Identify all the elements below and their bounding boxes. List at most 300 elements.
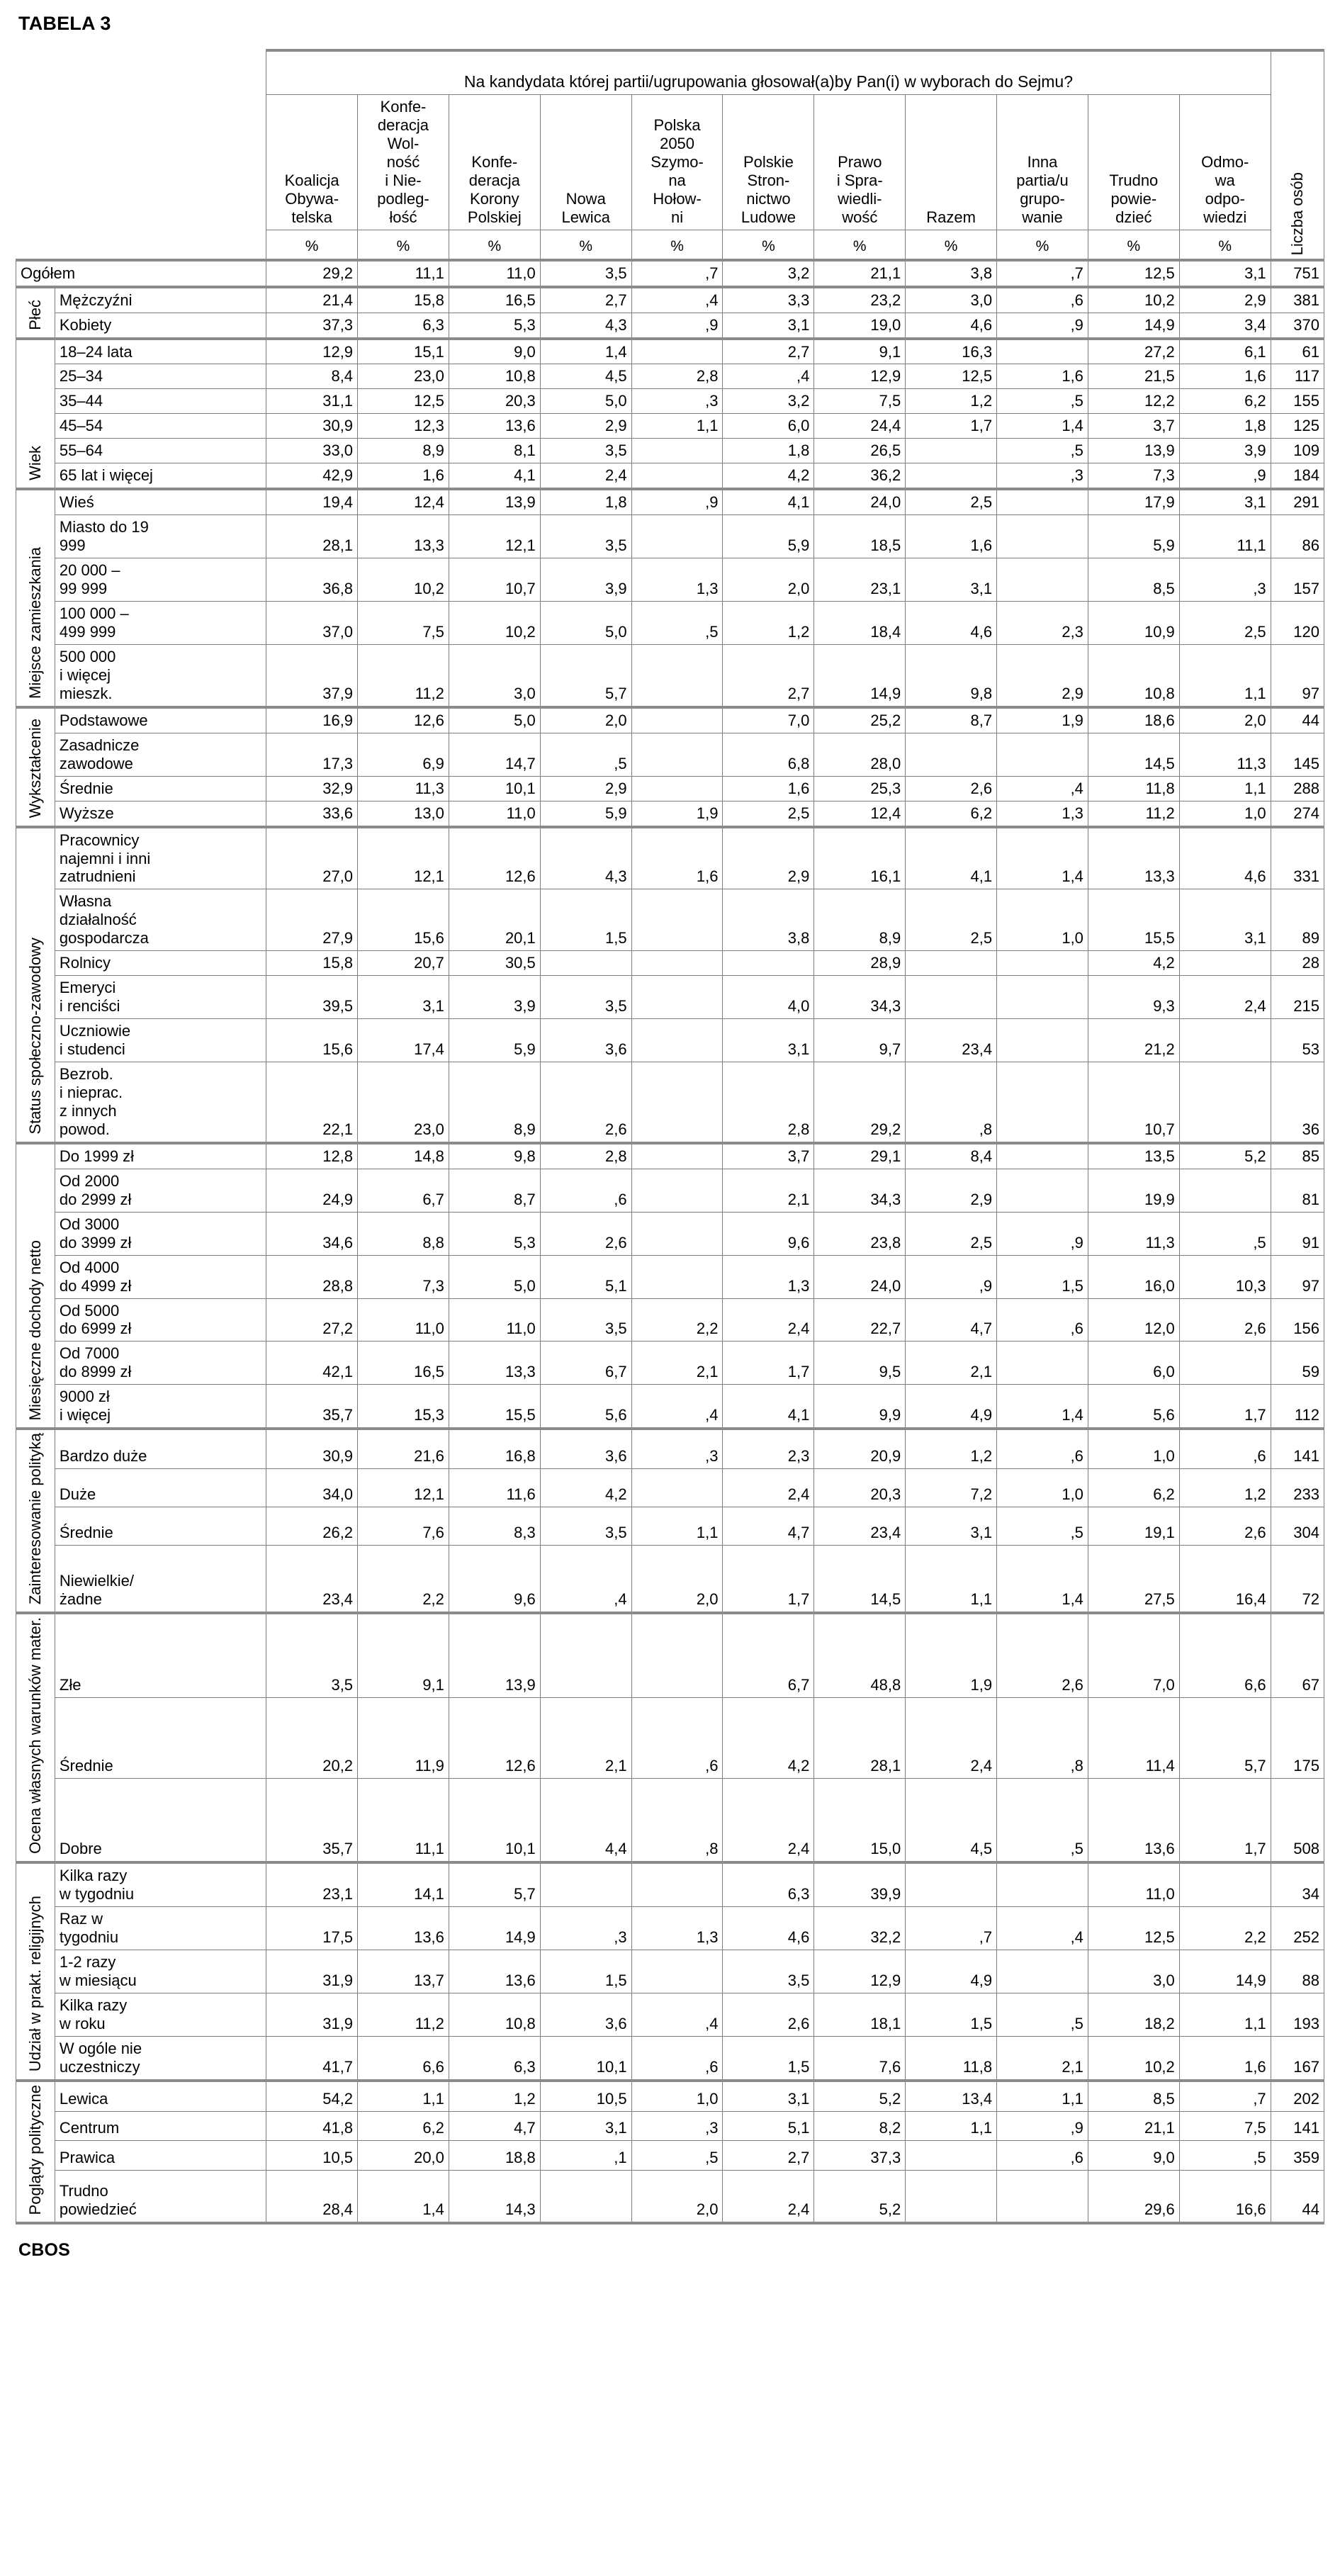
cell-value: 3,1 (906, 1507, 997, 1545)
total-value-8: 3,8 (906, 260, 997, 287)
cell-value: ,7 (1179, 2081, 1271, 2112)
cell-value: 2,6 (997, 1613, 1088, 1697)
cell-value: 1,1 (906, 2111, 997, 2141)
cell-value: 9,0 (449, 339, 540, 364)
cell-value: 12,1 (358, 827, 449, 889)
cell-value: 31,9 (266, 1950, 358, 1993)
row-count: 215 (1271, 976, 1324, 1019)
cell-value: 10,5 (540, 2081, 631, 2112)
row-count: 175 (1271, 1697, 1324, 1778)
row-label (55, 1298, 266, 1342)
row-label-line: Mężczyźni (59, 291, 133, 309)
cell-value: 12,5 (358, 389, 449, 414)
cell-value: 3,1 (723, 1019, 814, 1062)
total-value-6: 3,2 (723, 260, 814, 287)
cell-value (540, 1862, 631, 1906)
bottom-rule-cell (16, 2223, 1324, 2225)
row-count: 91 (1271, 1212, 1324, 1255)
cell-value: 14,9 (449, 1907, 540, 1950)
percent-symbol: % (997, 230, 1088, 260)
cell-value: 2,1 (540, 1697, 631, 1778)
cell-value: 28,9 (814, 951, 906, 976)
cell-value: 34,3 (814, 1169, 906, 1212)
table-bottom-rule (16, 2223, 1324, 2225)
column-header-line: Polskie (743, 152, 794, 171)
row-label-line: 9000 zł (59, 1388, 110, 1406)
cell-value: 13,3 (358, 515, 449, 558)
column-header-line: Szymo- (651, 152, 704, 171)
row-count: 359 (1271, 2141, 1324, 2171)
cell-value (1179, 1062, 1271, 1143)
cell-value: 7,6 (814, 2036, 906, 2080)
row-label-line: 1-2 razy (59, 1952, 116, 1971)
row-label (55, 515, 266, 558)
row-label-line: Zasadnicze (59, 736, 140, 754)
cell-value: 35,7 (266, 1385, 358, 1429)
cell-value: 2,1 (723, 1169, 814, 1212)
cell-value: 15,5 (1088, 889, 1179, 951)
cell-value: 15,3 (358, 1385, 449, 1429)
cell-value: 3,1 (358, 976, 449, 1019)
cell-value: 13,6 (358, 1907, 449, 1950)
cell-value: 3,1 (723, 2081, 814, 2112)
cell-value: 3,5 (540, 439, 631, 463)
cell-value: 14,9 (1088, 313, 1179, 338)
table-row (16, 1507, 1324, 1545)
cell-value (906, 2171, 997, 2224)
column-header-line: Hołow- (653, 189, 702, 208)
group-label-text: Status społeczno-zawodowy (26, 938, 44, 1135)
cell-value: 6,6 (358, 2036, 449, 2080)
row-label-line: Kobiety (59, 315, 112, 334)
total-value-10: 12,5 (1088, 260, 1179, 287)
cell-value: ,6 (631, 2036, 723, 2080)
cell-value: 14,5 (814, 1545, 906, 1613)
total-value-4: 3,5 (540, 260, 631, 287)
cell-value: 10,1 (449, 1778, 540, 1862)
cell-value: 1,7 (723, 1545, 814, 1613)
group-label-2 (16, 339, 55, 490)
cell-value: 34,6 (266, 1212, 358, 1255)
row-label-line: Podstawowe (59, 711, 148, 729)
cell-value: 11,3 (358, 776, 449, 801)
cell-value: 5,9 (1088, 515, 1179, 558)
cell-value: 14,9 (1179, 1950, 1271, 1993)
cell-value: 4,6 (723, 1907, 814, 1950)
percent-symbol: % (266, 230, 358, 260)
row-label-line: 20 000 – (59, 561, 120, 580)
row-label (55, 364, 266, 389)
cell-value: 5,9 (449, 1019, 540, 1062)
row-label-line: Lewica (59, 2089, 108, 2108)
cell-value: 3,1 (906, 558, 997, 602)
row-label (55, 339, 266, 364)
cell-value: 16,1 (814, 827, 906, 889)
cell-value: 2,0 (540, 707, 631, 733)
table-row (16, 1429, 1324, 1468)
cell-value: 2,4 (1179, 976, 1271, 1019)
row-count: 53 (1271, 1019, 1324, 1062)
cell-value: ,9 (906, 1255, 997, 1298)
column-header-line: wiedzi (1203, 208, 1247, 226)
cell-value: 9,1 (358, 1613, 449, 1697)
cell-value: 4,5 (906, 1778, 997, 1862)
row-label-line: Miasto do 19 (59, 518, 149, 536)
cell-value: 37,9 (266, 644, 358, 707)
cell-value: 23,1 (814, 558, 906, 602)
cell-value: 20,2 (266, 1697, 358, 1778)
source-label: CBOS (18, 2240, 71, 2261)
cell-value: 11,0 (1088, 1862, 1179, 1906)
cell-value: 1,0 (631, 2081, 723, 2112)
row-label-line: Średnie (59, 1756, 113, 1774)
column-header-11 (1179, 95, 1271, 230)
row-label-line: mieszk. (59, 684, 113, 702)
cell-value: ,6 (631, 1697, 723, 1778)
table-row (16, 1143, 1324, 1169)
column-header-line: partia/u (1016, 171, 1069, 189)
table-row (16, 1907, 1324, 1950)
column-header-line: Razem (926, 208, 976, 226)
cell-value: 32,9 (266, 776, 358, 801)
table-row (16, 1019, 1324, 1062)
table-row (16, 414, 1324, 439)
cell-value: 2,1 (997, 2036, 1088, 2080)
cell-value: 8,9 (449, 1062, 540, 1143)
cell-value: 1,6 (997, 364, 1088, 389)
cell-value (631, 1169, 723, 1212)
row-label-line: Średnie (59, 1523, 113, 1541)
cell-value: ,6 (997, 2141, 1088, 2171)
cell-value: 28,1 (814, 1697, 906, 1778)
cell-value: 4,9 (906, 1950, 997, 1993)
cell-value: 4,7 (723, 1507, 814, 1545)
row-label-line: Od 7000 (59, 1344, 120, 1363)
row-label-line: 65 lat i więcej (59, 466, 153, 485)
cell-value: 2,4 (723, 1778, 814, 1862)
row-label (55, 602, 266, 645)
cell-value: 34,0 (266, 1468, 358, 1507)
row-label (55, 1507, 266, 1545)
table-row (16, 1255, 1324, 1298)
row-label-line: W ogóle nie (59, 2039, 142, 2057)
cell-value: 1,1 (906, 1545, 997, 1613)
cell-value: 19,0 (814, 313, 906, 338)
row-label (55, 1468, 266, 1507)
row-label-line: 100 000 – (59, 604, 129, 623)
cell-value: 10,9 (1088, 602, 1179, 645)
cell-value: ,5 (631, 602, 723, 645)
row-label (55, 1062, 266, 1143)
cell-value: 15,6 (266, 1019, 358, 1062)
cell-value: 18,5 (814, 515, 906, 558)
cell-value: 18,1 (814, 1993, 906, 2036)
cell-value: 10,2 (1088, 2036, 1179, 2080)
table-row (16, 2111, 1324, 2141)
cell-value: 3,4 (1179, 313, 1271, 338)
cell-value: 2,6 (1179, 1507, 1271, 1545)
survey-table (16, 49, 1324, 2225)
cell-value: 2,2 (631, 1298, 723, 1342)
row-label-line: 18–24 lata (59, 342, 133, 361)
cell-value: 9,3 (1088, 976, 1179, 1019)
cell-value: 15,8 (266, 951, 358, 976)
cell-value: 37,0 (266, 602, 358, 645)
row-label-line: w tygodniu (59, 1885, 135, 1903)
row-count: 156 (1271, 1298, 1324, 1342)
percent-symbol: % (540, 230, 631, 260)
table-row (16, 602, 1324, 645)
cell-value (631, 1255, 723, 1298)
cell-value: 12,9 (266, 339, 358, 364)
cell-value: 20,0 (358, 2141, 449, 2171)
cell-value: 1,9 (631, 801, 723, 826)
cell-value: 3,3 (723, 287, 814, 313)
row-label-line: Od 3000 (59, 1215, 120, 1233)
cell-value (631, 733, 723, 776)
cell-value: 2,9 (906, 1169, 997, 1212)
row-label (55, 801, 266, 826)
cell-value: 14,8 (358, 1143, 449, 1169)
cell-value: 8,5 (1088, 2081, 1179, 2112)
row-label-line: do 8999 zł (59, 1363, 132, 1381)
column-header-line: deracja (377, 116, 429, 134)
row-count: 508 (1271, 1778, 1324, 1862)
column-header-line: wanie (1022, 208, 1063, 226)
cell-value: 1,2 (1179, 1468, 1271, 1507)
cell-value: 3,9 (1179, 439, 1271, 463)
cell-value: 14,1 (358, 1862, 449, 1906)
row-count: 67 (1271, 1613, 1324, 1697)
cell-value: 1,2 (723, 602, 814, 645)
cell-value: 12,1 (358, 1468, 449, 1507)
row-count: 44 (1271, 707, 1324, 733)
cell-value (997, 1019, 1088, 1062)
percent-symbol: % (631, 230, 723, 260)
row-count: 85 (1271, 1143, 1324, 1169)
row-label-line: gospodarcza (59, 929, 149, 947)
cell-value: 12,6 (358, 707, 449, 733)
cell-value: 2,0 (1179, 707, 1271, 733)
cell-value: 5,0 (449, 707, 540, 733)
column-header-line: 2050 (660, 134, 695, 152)
cell-value (906, 733, 997, 776)
row-label (55, 1255, 266, 1298)
cell-value: ,6 (997, 1429, 1088, 1468)
row-count: 59 (1271, 1342, 1324, 1385)
row-count: 72 (1271, 1545, 1324, 1613)
group-label-text: Miejsce zamieszkania (26, 546, 44, 699)
row-label (55, 1342, 266, 1385)
cell-value: 42,9 (266, 463, 358, 489)
cell-value: 27,5 (1088, 1545, 1179, 1613)
cell-value: 30,9 (266, 414, 358, 439)
cell-value: 11,1 (358, 1778, 449, 1862)
cell-value: 2,6 (906, 776, 997, 801)
row-label (55, 463, 266, 489)
row-label (55, 1862, 266, 1906)
column-header-line: i Spra- (836, 171, 883, 189)
cell-value: 5,2 (1179, 1143, 1271, 1169)
total-count: 751 (1271, 260, 1324, 287)
row-label-line: w roku (59, 2014, 106, 2032)
cell-value (906, 463, 997, 489)
cell-value: 7,3 (1088, 463, 1179, 489)
row-label (55, 2081, 266, 2112)
cell-value (631, 463, 723, 489)
cell-value: 21,1 (1088, 2111, 1179, 2141)
cell-value: 2,9 (540, 414, 631, 439)
cell-value: 13,6 (1088, 1778, 1179, 1862)
cell-value: 21,5 (1088, 364, 1179, 389)
cell-value: 11,0 (449, 1298, 540, 1342)
cell-value: 14,5 (1088, 733, 1179, 776)
cell-value: 1,7 (1179, 1385, 1271, 1429)
cell-value: 3,9 (449, 976, 540, 1019)
row-label-line: 35–44 (59, 392, 103, 410)
column-header-line: dzieć (1115, 208, 1152, 226)
cell-value: 1,6 (906, 515, 997, 558)
row-count: 117 (1271, 364, 1324, 389)
cell-value: 10,3 (1179, 1255, 1271, 1298)
cell-value (997, 733, 1088, 776)
group-label-10 (16, 2081, 55, 2223)
cell-value: 3,1 (540, 2111, 631, 2141)
cell-value: 1,4 (997, 827, 1088, 889)
cell-value: ,4 (631, 1385, 723, 1429)
column-header-1 (266, 95, 358, 230)
cell-value: 1,2 (906, 389, 997, 414)
cell-value: 36,2 (814, 463, 906, 489)
cell-value: 11,2 (358, 644, 449, 707)
cell-value: 4,6 (906, 313, 997, 338)
cell-value: 10,1 (540, 2036, 631, 2080)
cell-value: 5,0 (540, 602, 631, 645)
cell-value: 1,1 (1179, 776, 1271, 801)
column-header-line: Konfe- (471, 152, 518, 171)
row-label (55, 1950, 266, 1993)
table-row (16, 1468, 1324, 1507)
cell-value: 2,1 (631, 1342, 723, 1385)
row-label (55, 2141, 266, 2171)
cell-value (631, 1143, 723, 1169)
cell-value: 10,7 (449, 558, 540, 602)
table-row (16, 313, 1324, 338)
cell-value: 13,9 (1088, 439, 1179, 463)
cell-value: 6,8 (723, 733, 814, 776)
row-label (55, 2171, 266, 2224)
column-header-line: wość (842, 208, 878, 226)
cell-value: ,4 (631, 287, 723, 313)
row-label-line: Średnie (59, 779, 113, 797)
group-label-text: Poglądy polityczne (26, 2084, 44, 2215)
cell-value: 11,2 (358, 1993, 449, 2036)
row-label-line: Pracownicy (59, 831, 140, 849)
cell-value: 16,0 (1088, 1255, 1179, 1298)
cell-value: ,8 (631, 1778, 723, 1862)
row-count: 86 (1271, 515, 1324, 558)
row-label-line: Trudno (59, 2182, 108, 2200)
cell-value: 20,3 (449, 389, 540, 414)
cell-value (1179, 1862, 1271, 1906)
cell-value: 4,7 (449, 2111, 540, 2141)
cell-value: 5,1 (540, 1255, 631, 1298)
percent-symbol: % (814, 230, 906, 260)
cell-value: 13,9 (449, 1613, 540, 1697)
row-label-line: Uczniowie (59, 1022, 131, 1040)
table-row (16, 1862, 1324, 1906)
column-header-line: telska (291, 208, 332, 226)
total-row-label: Ogółem (16, 260, 266, 287)
cell-value: 18,8 (449, 2141, 540, 2171)
percent-symbol: % (1088, 230, 1179, 260)
cell-value: 5,7 (449, 1862, 540, 1906)
row-label-line: Wieś (59, 493, 94, 512)
row-count: 89 (1271, 889, 1324, 951)
cell-value: 15,6 (358, 889, 449, 951)
cell-value: 13,7 (358, 1950, 449, 1993)
cell-value: 1,4 (997, 1545, 1088, 1613)
cell-value: ,4 (997, 776, 1088, 801)
cell-value: 16,4 (1179, 1545, 1271, 1613)
group-label-text: Udział w prakt. religijnych (26, 1896, 44, 2072)
cell-value: 3,6 (540, 1993, 631, 2036)
cell-value: 5,2 (814, 2171, 906, 2224)
cell-value: 41,7 (266, 2036, 358, 2080)
row-label-line: Własna (59, 892, 112, 911)
cell-value: 10,8 (1088, 644, 1179, 707)
cell-value: 1,4 (358, 2171, 449, 2224)
cell-value: 1,1 (1179, 644, 1271, 707)
cell-value: 11,3 (1179, 733, 1271, 776)
cell-value: 9,0 (1088, 2141, 1179, 2171)
cell-value: 1,6 (358, 463, 449, 489)
cell-value: 2,7 (723, 339, 814, 364)
row-label (55, 1385, 266, 1429)
group-label-8 (16, 1613, 55, 1862)
cell-value: 16,5 (358, 1342, 449, 1385)
row-label (55, 1143, 266, 1169)
cell-value: 29,2 (814, 1062, 906, 1143)
row-count: 288 (1271, 776, 1324, 801)
percent-symbol: % (449, 230, 540, 260)
column-header-line: Obywa- (285, 189, 339, 208)
column-header-line: Nowa (565, 189, 606, 208)
row-label-line: do 4999 zł (59, 1276, 132, 1295)
cell-value: 12,6 (449, 1697, 540, 1778)
cell-value: 23,0 (358, 1062, 449, 1143)
cell-value (631, 515, 723, 558)
cell-value: 4,6 (906, 602, 997, 645)
cell-value: 10,2 (449, 602, 540, 645)
row-label-line: do 2999 zł (59, 1190, 132, 1208)
table-row (16, 976, 1324, 1019)
cell-value: 1,8 (1179, 414, 1271, 439)
cell-value: ,8 (906, 1062, 997, 1143)
table-row (16, 889, 1324, 951)
cell-value: 28,1 (266, 515, 358, 558)
table-row (16, 827, 1324, 889)
cell-value: 12,4 (814, 801, 906, 826)
row-label-line: powiedzieć (59, 2200, 137, 2219)
column-header-line: Lewica (561, 208, 610, 226)
cell-value: 13,5 (1088, 1143, 1179, 1169)
cell-value: 10,5 (266, 2141, 358, 2171)
cell-value (631, 1212, 723, 1255)
cell-value (1179, 1342, 1271, 1385)
cell-value: 5,7 (540, 644, 631, 707)
row-label-line: 25–34 (59, 367, 103, 386)
